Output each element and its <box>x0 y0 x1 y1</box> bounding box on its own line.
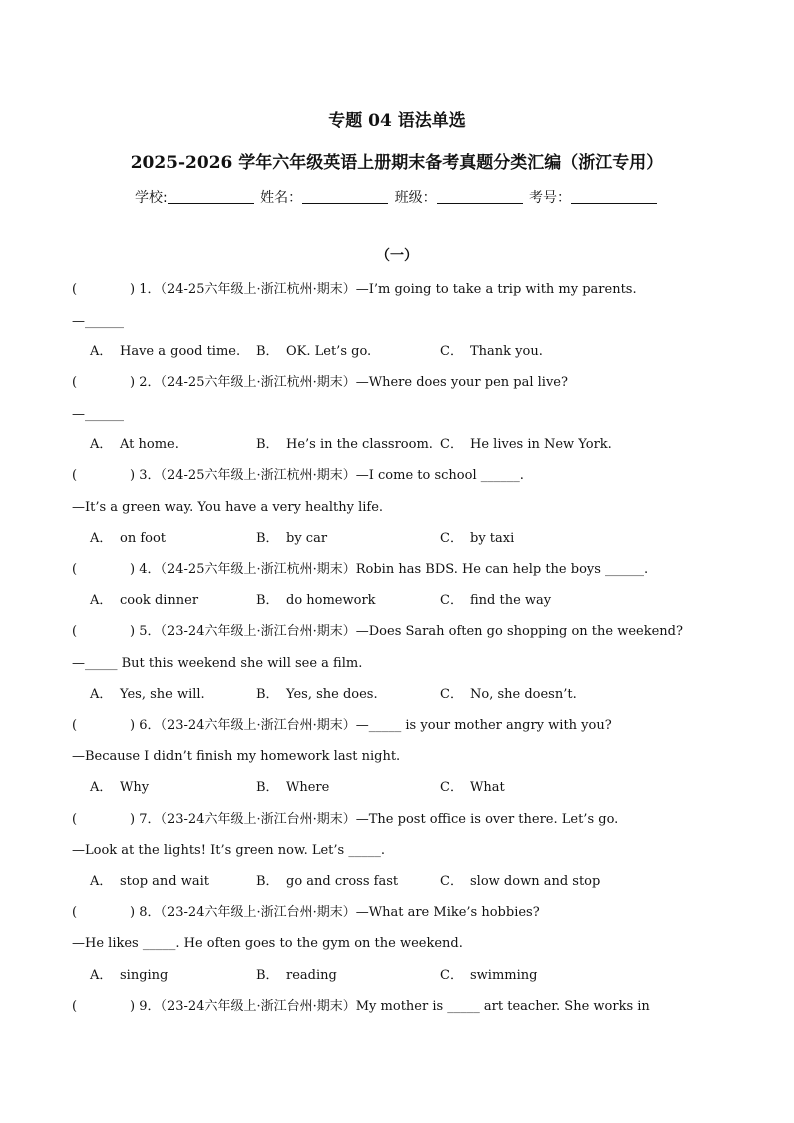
name-label: 姓名： <box>260 190 303 206</box>
option-b[interactable]: B． do homework <box>256 593 376 608</box>
exam-number-label: 考号： <box>529 190 572 206</box>
section-heading: （一） <box>376 248 418 264</box>
question-6-stem: ( ) 6．（23-24六年级上·浙江台州·期末）—_____ is your mother angry with you? <box>72 718 612 733</box>
option-c[interactable]: C． What <box>440 780 505 795</box>
answer-paren[interactable]: ( <box>72 375 78 390</box>
option-c[interactable]: C． He lives in New York. <box>440 437 612 452</box>
name-blank[interactable] <box>302 189 388 204</box>
answer-paren[interactable]: ( <box>72 905 78 920</box>
option-b[interactable]: B． Where <box>256 780 330 795</box>
answer-paren[interactable]: ( <box>72 562 78 577</box>
question-5-line2: —_____ But this weekend she will see a film. <box>72 656 363 671</box>
document-subtitle: 2025-2026 学年六年级英语上册期末备考真题分类汇编（浙江专用） <box>130 153 664 173</box>
question-2-stem: ( ) 2．（24-25六年级上·浙江杭州·期末）—Where does your pen pal live? <box>72 375 568 390</box>
topic-title: 专题 04 语法单选 <box>328 111 466 131</box>
option-c[interactable]: C． slow down and stop <box>440 874 601 889</box>
option-a[interactable]: A． At home. <box>90 437 179 452</box>
question-7-stem: ( ) 7．（23-24六年级上·浙江台州·期末）—The post office is over there. Let’s go. <box>72 812 619 827</box>
school-blank[interactable] <box>168 189 254 204</box>
answer-paren[interactable]: ( <box>72 468 78 483</box>
question-1-line2: —______ <box>72 314 124 329</box>
school-label: 学校: <box>134 190 168 206</box>
question-9-stem: ( ) 9．（23-24六年级上·浙江台州·期末）My mother is _____ art teacher. She works in <box>72 999 650 1014</box>
class-label: 班级： <box>394 190 437 206</box>
question-1-stem: ( ) 1．（24-25六年级上·浙江杭州·期末）—I’m going to take a trip with my parents. <box>72 282 637 297</box>
class-blank[interactable] <box>437 189 523 204</box>
question-3-stem: ( ) 3．（24-25六年级上·浙江杭州·期末）—I come to school ______. <box>72 468 524 483</box>
answer-paren[interactable]: ( <box>72 718 78 733</box>
option-a[interactable]: A． singing <box>90 968 169 983</box>
option-c[interactable]: C． by taxi <box>440 531 515 546</box>
question-5-stem: ( ) 5．（23-24六年级上·浙江台州·期末）—Does Sarah often go shopping on the weekend? <box>72 624 683 639</box>
option-a[interactable]: A． Why <box>90 780 150 795</box>
question-3-line2: —It’s a green way. You have a very healthy life. <box>72 500 384 515</box>
question-6-line2: —Because I didn’t finish my homework last night. <box>72 749 401 764</box>
option-c[interactable]: C． swimming <box>440 968 538 983</box>
option-b[interactable]: B． reading <box>256 968 337 983</box>
option-a[interactable]: A． stop and wait <box>90 874 210 889</box>
option-a[interactable]: A． cook dinner <box>90 593 199 608</box>
question-4-stem: ( ) 4．（24-25六年级上·浙江杭州·期末）Robin has BDS. He can help the boys ______. <box>72 562 649 577</box>
option-a[interactable]: A． on foot <box>90 531 167 546</box>
answer-paren[interactable]: ( <box>72 999 78 1014</box>
question-8-line2: —He likes _____. He often goes to the gym on the weekend. <box>72 936 463 951</box>
option-a[interactable]: A． Yes, she will. <box>90 687 205 702</box>
option-c[interactable]: C． No, she doesn’t. <box>440 687 577 702</box>
answer-paren[interactable]: ( <box>72 812 78 827</box>
option-b[interactable]: B． He’s in the classroom. <box>256 437 433 452</box>
option-c[interactable]: C． Thank you. <box>440 344 543 359</box>
question-7-line2: —Look at the lights! It’s green now. Let’s _____. <box>72 843 385 858</box>
answer-paren[interactable]: ( <box>72 282 78 297</box>
option-a[interactable]: A． Have a good time. <box>90 344 241 359</box>
question-8-stem: ( ) 8．（23-24六年级上·浙江台州·期末）—What are Mike’s hobbies? <box>72 905 540 920</box>
option-b[interactable]: B． go and cross fast <box>256 874 399 889</box>
question-2-line2: —______ <box>72 407 124 422</box>
option-b[interactable]: B． OK. Let’s go. <box>256 344 372 359</box>
exam-number-blank[interactable] <box>571 189 657 204</box>
student-info-row <box>0 187 794 207</box>
option-b[interactable]: B． Yes, she does. <box>256 687 378 702</box>
answer-paren[interactable]: ( <box>72 624 78 639</box>
option-c[interactable]: C． find the way <box>440 593 552 608</box>
option-b[interactable]: B． by car <box>256 531 328 546</box>
